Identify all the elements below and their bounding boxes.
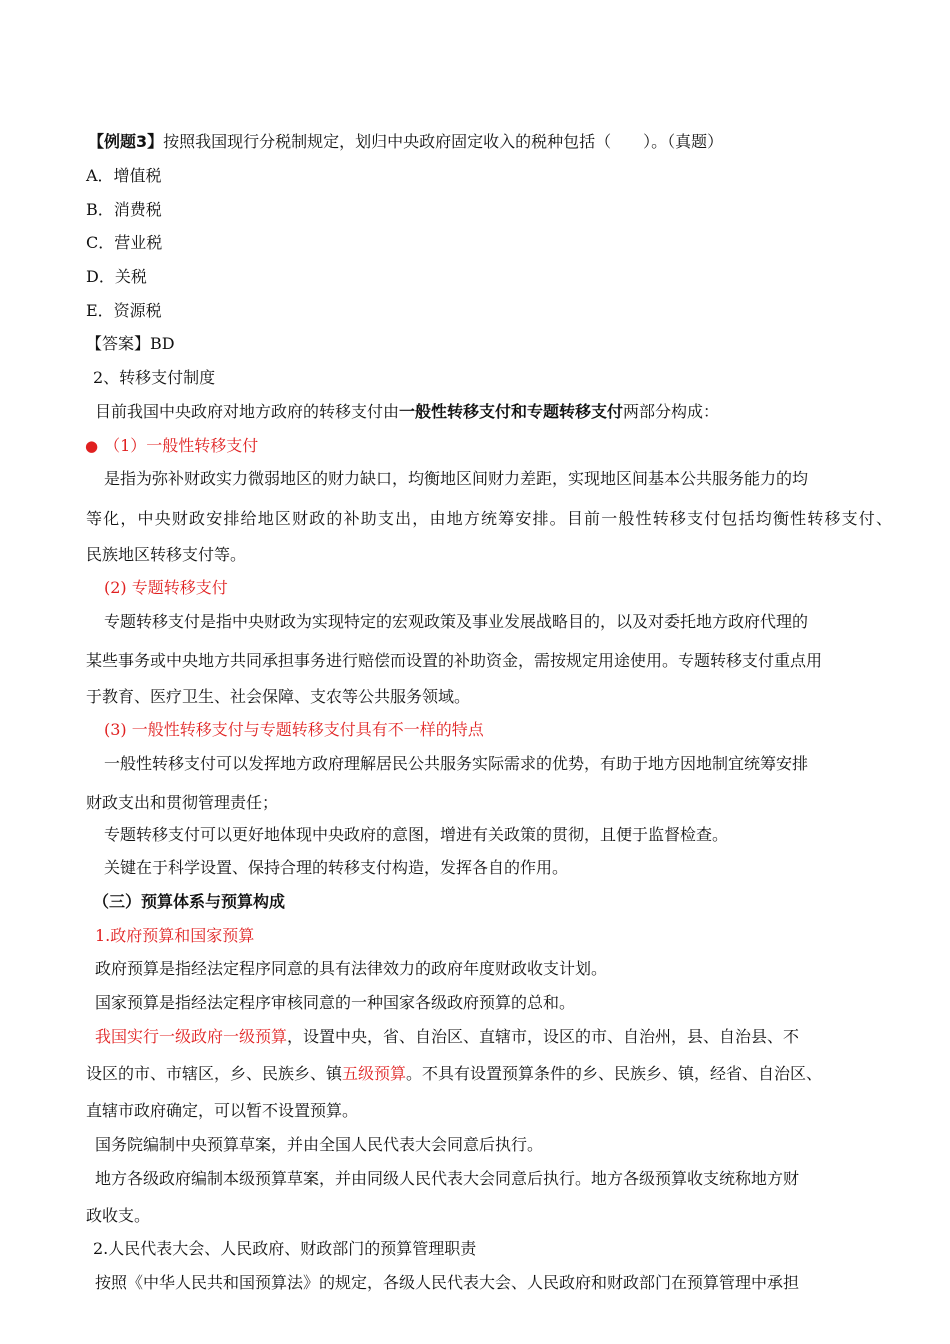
intro-bold-text: 一般性转移支付和专题转移支付 [399,402,624,421]
answer: 【答案】BD [86,334,175,353]
sub2-line-3: 于教育、医疗卫生、社会保障、支农等公共服务领域。 [86,687,471,706]
sub1-line-1: 是指为弥补财政实力微弱地区的财力缺口，均衡地区间财力差距，实现地区间基本公共服务能力的均 [104,469,809,488]
example-question [88,131,723,153]
section2-intro [95,401,719,423]
option-a: A．增值税 [86,166,162,185]
example-question-text: 按照我国现行分税制规定，划归中央政府固定收入的税种包括（ ）。（真题） [163,132,724,151]
sub2-title: (2) 专题转移支付 [104,578,228,597]
sub1-title [85,435,258,457]
central-budget-line: 国务院编制中央预算草案，并由全国人民代表大会同意后执行。 [95,1135,544,1154]
option-b: B．消费税 [86,200,162,219]
intro-text-b: 两部分构成： [623,402,720,421]
levels-line-3: 直辖市政府确定，可以暂不设置预算。 [86,1101,359,1120]
option-e: E．资源税 [86,301,162,320]
levels-start-b: 设区的市、市辖区，乡、民族乡、镇 [86,1064,343,1083]
option-c: C．营业税 [86,233,163,252]
bullet-icon: ● [85,437,99,455]
sub3-line-1: 一般性转移支付可以发挥地方政府理解居民公共服务实际需求的优势，有助于地方因地制宜统筹安排 [104,754,809,773]
levels-line-1 [95,1026,799,1048]
budget-law-line: 按照《中华人民共和国预算法》的规定，各级人民代表大会、人民政府和财政部门在预算管理中承担 [95,1273,800,1292]
local-budget-line-1: 地方各级政府编制本级预算草案，并由同级人民代表大会同意后执行。地方各级预算收支统称地方财 [95,1169,800,1188]
sub1-line-3: 民族地区转移支付等。 [86,545,247,564]
section3-sub1-title: 1.政府预算和国家预算 [95,926,255,945]
sub1-line-2: 等化，中央财政安排给地区财政的补助支出，由地方统筹安排。目前一般性转移支付包括均衡性转移支付、 [86,509,892,528]
example-tag: 【例题3】 [88,132,164,151]
section3-heading: （三）预算体系与预算构成 [93,892,286,911]
local-budget-line-2: 政收支。 [86,1206,151,1225]
sub3-title: (3) 一般性转移支付与专题转移支付具有不一样的特点 [104,720,484,739]
section2-heading: 2、转移支付制度 [93,368,216,387]
sub3-line-2: 财政支出和贯彻管理责任； [86,793,279,812]
sub3-line-3: 专题转移支付可以更好地体现中央政府的意图，增进有关政策的贯彻，且便于监督检查。 [104,825,729,844]
levels-rest-b: 。不具有设置预算条件的乡、民族乡、镇，经省、自治区、 [406,1064,823,1083]
levels-rest-a: ，设置中央，省、自治区、直辖市，设区的市、自治州，县、自治县、不 [287,1027,800,1046]
sub3-line-4: 关键在于科学设置、保持合理的转移支付构造，发挥各自的作用。 [104,858,569,877]
section3-sub2-title: 2.人民代表大会、人民政府、财政部门的预算管理职责 [93,1239,477,1258]
sub2-line-2: 某些事务或中央地方共同承担事务进行赔偿而设置的补助资金，需按规定用途使用。专题转移支付重点用 [86,651,823,670]
state-budget-line: 国家预算是指经法定程序审核同意的一种国家各级政府预算的总和。 [95,993,576,1012]
levels-red-b: 五级预算 [342,1064,407,1083]
sub2-line-1: 专题转移支付是指中央财政为实现特定的宏观政策及事业发展战略目的，以及对委托地方政府代理的 [104,612,809,631]
option-d: D．关税 [86,267,147,286]
gov-budget-line: 政府预算是指经法定程序同意的具有法律效力的政府年度财政收支计划。 [95,959,608,978]
sub1-title-text: （1）一般性转移支付 [104,436,259,455]
levels-line-2 [86,1063,822,1085]
levels-red-a: 我国实行一级政府一级预算 [95,1027,288,1046]
intro-text-a: 目前我国中央政府对地方政府的转移支付由 [95,402,400,421]
